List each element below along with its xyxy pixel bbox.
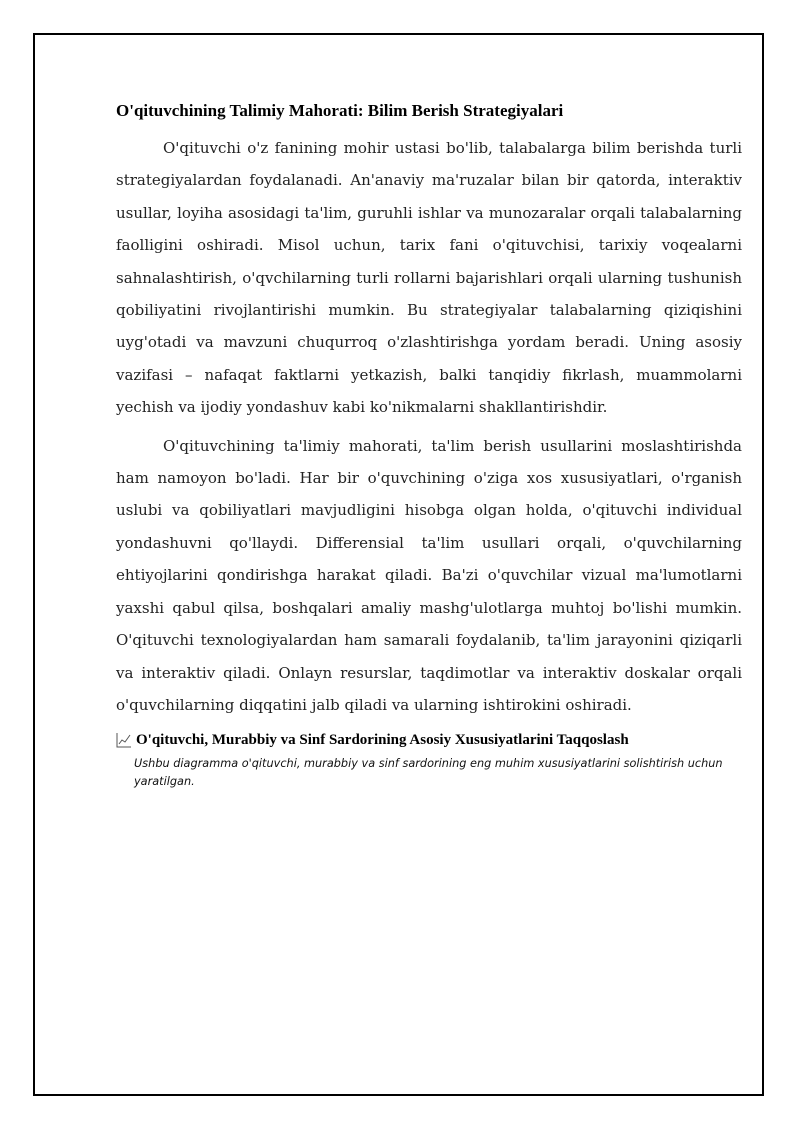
paragraph-1: O'qituvchi o'z fanining mohir ustasi bo'lib, talabalarga bilim berishda turli strategiyalardan foydalanadi. An'anaviy ma'ruzalar bilan bir qatorda, interaktiv usullar, loyiha asosidagi ta'lim, guruhli ishlar va munozaralar orqali talabalarning faolligini oshiradi. Misol uchun, tarix fani o'qituvchisi, tarixiy voqealarni sahnalashtirish, o'qvchilarning turli rollarni bajarishlari orqali ularning tushunish qobiliyatini rivojlantirishi mumkin. Bu strategiyalar talabalarning qiziqishini uyg'otadi va mavzuni chuqurroq o'zlashtirishga yordam beradi. Uning asosiy vazifasi – nafaqat faktlarni yetkazish, balki tanqidiy fikrlash, muammolarni yechish va ijodiy yondashuv kabi ko'nikmalarni shakllantirishdir. — [116, 139, 742, 417]
document-title: O'qituvchining Talimiy Mahorati: Bilim Berish Strategiyalari — [116, 101, 564, 120]
figure-title: O'qituvchi, Murabbiy va Sinf Sardorining Asosiy Xususiyatlarini Taqqoslash — [136, 732, 629, 749]
paragraph-2: O'qituvchining ta'limiy mahorati, ta'lim berish usullarini moslashtirishda ham namoyon bo'ladi. Har bir o'quvchining o'ziga xos xususiyatlari, o'rganish uslubi va qobiliyatlari mavjudligini hisobga olgan holda, o'qituvchi individual yondashuvni qo'llaydi. Differensial ta'lim usullari orqali, o'quvchilarning ehtiyojlarini qondirishga harakat qiladi. Ba'zi o'quvchilar vizual ma'lumotlarni yaxshi qabul qilsa, boshqalari amaliy mashg'ulotlarga muhtoj bo'lishi mumkin. O'qituvchi texnologiyalardan ham samarali foydalanib, ta'lim jarayonini qiziqarli va interaktiv qiladi. Onlayn resurslar, taqdimotlar va interaktiv doskalar orqali o'quvchilarning diqqatini jalb qiladi va ularning ishtirokini oshiradi. — [116, 436, 742, 714]
figure-caption: Ushbu diagramma o'qituvchi, murabbiy va sinf sardorining eng muhim xususiyatlarini solishtirish uchun yaratilgan. — [134, 757, 723, 789]
chart-line-icon — [116, 732, 132, 748]
figure-heading — [116, 729, 742, 751]
figure-block — [116, 729, 742, 791]
document-body — [116, 98, 742, 791]
